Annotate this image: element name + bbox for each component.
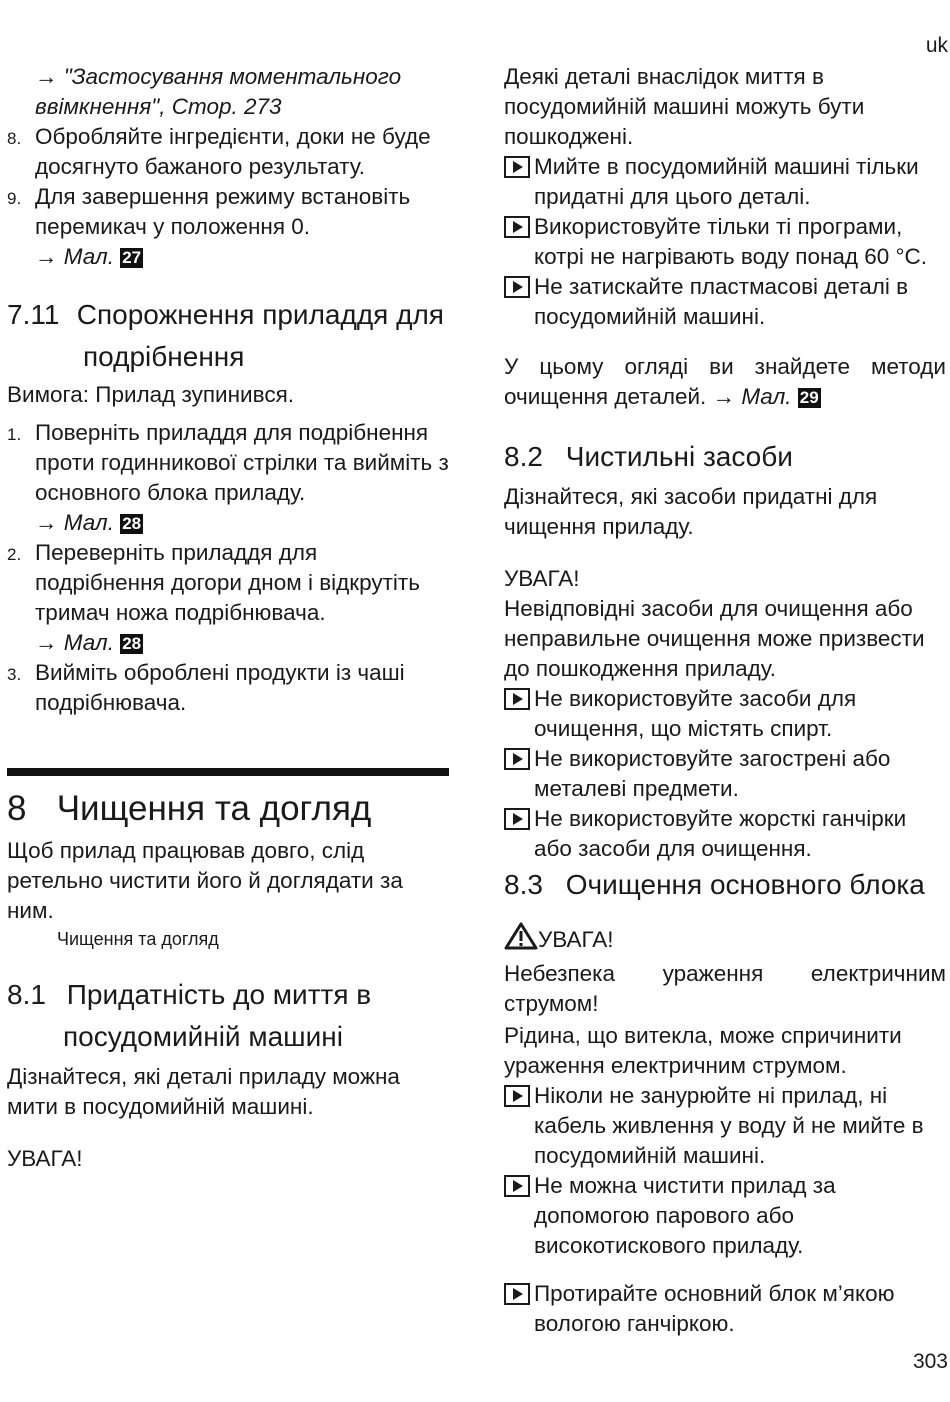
action-arrow-icon <box>504 688 530 710</box>
hazard-title: Небезпека ураження електричним <box>504 961 946 986</box>
section-heading-8-2 <box>504 436 946 478</box>
section-title: Очищення основного блока <box>565 869 925 900</box>
warning-triangle-icon <box>504 922 538 950</box>
section-title: Придатність до миття в <box>66 979 372 1010</box>
chapter-divider <box>7 768 449 776</box>
action-text: Використовуйте тільки ті програми, котрі не нагрівають воду понад 60 °C. <box>534 214 928 269</box>
section-title-line2: подрібнення <box>83 341 245 372</box>
list-item <box>7 658 449 718</box>
action-arrow-icon <box>504 156 530 178</box>
step-text: Вийміть оброблені продукти із чаші подрібнювача. <box>35 660 405 715</box>
section-title: Спорожнення приладдя для <box>76 299 444 330</box>
overview-sentence: У цьому огляді ви знайдете методи очищення деталей. <box>504 354 946 409</box>
action-text: Мийте в посудомийній машині тільки придатні для цього деталі. <box>534 154 919 209</box>
language-code: uk <box>925 34 948 57</box>
action-text: Не використовуйте загострені або металеві предмети. <box>534 746 891 801</box>
section-number: 8.1 <box>7 979 46 1010</box>
action-item <box>504 684 946 744</box>
section-title: Чистильні засоби <box>565 441 793 472</box>
chapter-intro: Щоб прилад працював довго, слід ретельно чистити його й доглядати за ним. <box>7 838 403 923</box>
action-arrow-icon <box>504 748 530 770</box>
figure-number: 27 <box>122 248 142 267</box>
action-item <box>504 1081 946 1171</box>
steps-list-top <box>7 122 449 272</box>
action-item <box>504 744 946 804</box>
cross-reference: → "Застосування моментального ввімкнення", Стор. 273 <box>35 64 402 119</box>
warning-heading <box>504 922 946 955</box>
step-text: Обробляйте інгредієнти, доки не буде досягнуто бажаного результату. <box>35 124 431 179</box>
notice-heading: УВАГА! <box>504 566 580 591</box>
right-column <box>504 62 946 1339</box>
action-item <box>504 1279 946 1339</box>
figure-reference: → Мал. <box>35 630 114 655</box>
action-arrow-icon <box>504 276 530 298</box>
step-text: Для завершення режиму встановіть перемикач у положення 0. <box>35 184 411 239</box>
action-item <box>504 152 946 212</box>
chapter-title: Чищення та догляд <box>56 789 372 828</box>
action-text: Не використовуйте жорсткі ганчірки або засоби для очищення. <box>534 806 907 861</box>
page-number: 303 <box>912 1350 948 1373</box>
action-text: Протирайте основний блок м’якою вологою ганчіркою. <box>534 1281 895 1336</box>
section-intro: Дізнайтеся, які деталі приладу можна мити в посудомийній машині. <box>7 1064 400 1119</box>
overview-text <box>504 352 946 412</box>
step-number: 9. <box>7 189 22 208</box>
notice-text: Невідповідні засоби для очищення або неправильне очищення може призвести до пошкодження приладу. <box>504 596 925 681</box>
action-text: Не можна чистити прилад за допомогою парового або високотискового приладу. <box>534 1173 836 1258</box>
action-item <box>504 272 946 332</box>
action-arrow-icon <box>504 808 530 830</box>
action-arrow-icon <box>504 1085 530 1107</box>
requirement-text: Вимога: Прилад зупинився. <box>7 382 295 407</box>
action-arrow-icon <box>504 1283 530 1305</box>
action-text: Не затискайте пластмасові деталі в посудомийній машині. <box>534 274 909 329</box>
section-number: 7.11 <box>7 299 60 330</box>
chapter-subnote: Чищення та догляд <box>57 929 219 949</box>
list-item <box>7 418 449 538</box>
section-heading-7-11 <box>7 294 449 378</box>
step-number: 8. <box>7 129 22 148</box>
notice-heading: УВАГА! <box>7 1146 83 1171</box>
action-arrow-icon <box>504 216 530 238</box>
action-item <box>504 804 946 864</box>
action-item <box>504 212 946 272</box>
figure-number: 29 <box>799 388 819 407</box>
section-heading-8-1 <box>7 974 449 1058</box>
action-item <box>504 1171 946 1261</box>
step-number: 3. <box>7 665 22 684</box>
hazard-title-line2: струмом! <box>504 991 599 1016</box>
list-item <box>7 538 449 658</box>
left-column <box>7 62 449 1174</box>
steps-list-7-11 <box>7 418 449 718</box>
section-number: 8.2 <box>504 441 543 472</box>
chapter-heading-8 <box>7 786 449 832</box>
step-text: Переверніть приладдя для подрібнення догори дном і відкрутіть тримач ножа подрібнювача. <box>35 540 420 625</box>
action-text: Ніколи не занурюйте ні прилад, ні кабель живлення у воду й не мийте в посудомийній машині. <box>534 1083 924 1168</box>
figure-reference: → Мал. <box>712 384 792 409</box>
figure-number: 28 <box>122 514 142 533</box>
step-number: 1. <box>7 425 22 444</box>
warning-label: УВАГА! <box>538 927 614 952</box>
list-item <box>7 182 449 272</box>
action-arrow-icon <box>504 1175 530 1197</box>
figure-reference: → Мал. <box>35 244 114 269</box>
notice-text: Деякі деталі внаслідок миття в посудомийній машині можуть бути пошкоджені. <box>504 64 865 149</box>
step-number: 2. <box>7 545 22 564</box>
figure-number: 28 <box>122 634 142 653</box>
section-intro: Дізнайтеся, які засоби придатні для чищення приладу. <box>504 484 878 539</box>
list-item <box>7 122 449 182</box>
step-text: Поверніть приладдя для подрібнення проти годинникової стрілки та вийміть з основного блока приладу. <box>35 420 449 505</box>
hazard-text: Рідина, що витекла, може спричинити ураження електричним струмом. <box>504 1023 902 1078</box>
chapter-number: 8 <box>7 789 27 828</box>
action-text: Не використовуйте засоби для очищення, що містять спирт. <box>534 686 857 741</box>
section-heading-8-3 <box>504 864 946 906</box>
section-title-line2: посудомийній машині <box>63 1021 343 1052</box>
figure-reference: → Мал. <box>35 510 114 535</box>
section-number: 8.3 <box>504 869 543 900</box>
